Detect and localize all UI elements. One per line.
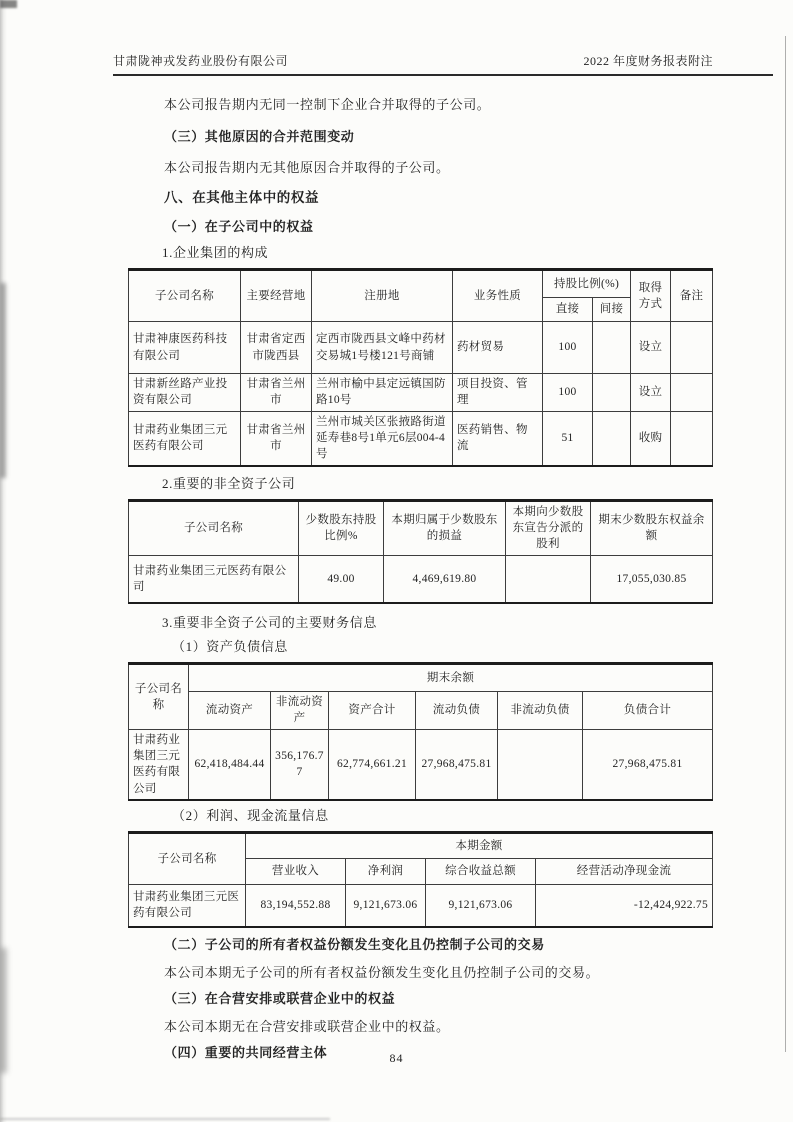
t1-cell-place: 甘肃省定西市陇西县 [241, 322, 312, 374]
t4-cell-comprehensive-income: 9,121,673.06 [426, 885, 536, 927]
t3-cell-noncurrent-liabilities [498, 729, 583, 800]
t4-cell-operating-cashflow: -12,424,922.75 [536, 885, 713, 927]
heading-joint-arrangement-interests: （三）在合营安排或联营企业中的权益 [164, 990, 396, 1006]
t3-cell-total-assets: 62,774,661.21 [329, 729, 416, 800]
t1-cell-note [671, 374, 713, 412]
t1-cell-name: 甘肃神康医药科技有限公司 [129, 322, 241, 374]
t1-cell-business: 医药销售、物流 [453, 411, 543, 465]
t3-header-closing-balance: 期末余额 [189, 664, 713, 692]
page-number: 84 [389, 1051, 404, 1065]
page-header [113, 52, 773, 76]
t1-cell-indirect [593, 322, 631, 374]
t1-cell-indirect [593, 374, 631, 412]
heading-interests-in-other-entities: 八、在其他主体中的权益 [164, 190, 320, 205]
heading-group-structure: 1.企业集团的构成 [162, 245, 269, 260]
t1-cell-business: 药材贸易 [453, 322, 543, 374]
t3-cell-total-liabilities: 27,968,475.81 [583, 729, 713, 800]
t1-cell-name: 甘肃药业集团三元医药有限公司 [129, 411, 241, 465]
t4-header-name: 子公司名称 [129, 833, 246, 885]
table-row [129, 885, 713, 927]
t2-header-name: 子公司名称 [129, 500, 299, 555]
header-company-name: 甘肃陇神戎发药业股份有限公司 [113, 54, 289, 68]
t3-header-noncurrent-liabilities: 非流动负债 [498, 692, 583, 730]
scan-corner-mark [0, 0, 17, 8]
t1-cell-indirect [593, 411, 631, 465]
t3-cell-noncurrent-assets: 356,176.77 [271, 729, 329, 800]
t3-header-name: 子公司名称 [129, 664, 189, 730]
page-content [128, 88, 712, 1062]
t3-cell-name: 甘肃药业集团三元医药有限公司 [129, 729, 189, 800]
t1-header-name: 子公司名称 [129, 270, 241, 322]
t1-header-direct: 直接 [543, 298, 593, 322]
t4-cell-revenue: 83,194,552.88 [246, 885, 346, 927]
t1-header-registered: 注册地 [312, 270, 453, 322]
t4-header-net-profit: 净利润 [346, 859, 426, 885]
t4-header-operating-cashflow: 经营活动净现金流 [536, 859, 713, 885]
balance-sheet-info-table [128, 662, 713, 801]
t4-header-comprehensive-income: 综合收益总额 [426, 859, 536, 885]
t2-header-declared-dividend: 本期向少数股东宣告分派的股利 [506, 500, 591, 555]
t1-cell-note [671, 322, 713, 374]
table-row [129, 374, 713, 412]
header-report-title: 2022 年度财务报表附注 [583, 54, 713, 68]
t4-header-revenue: 营业收入 [246, 859, 346, 885]
heading-interests-in-subsidiaries: （一）在子公司中的权益 [164, 219, 314, 234]
profit-cashflow-table [128, 831, 713, 928]
t1-cell-registered: 兰州市榆中县定远镇国防路10号 [312, 374, 453, 412]
t1-cell-acquisition: 设立 [631, 374, 671, 412]
t3-cell-current-assets: 62,418,484.44 [189, 729, 271, 800]
non-wholly-owned-subsidiary-table [128, 499, 713, 604]
t2-cell-name: 甘肃药业集团三元医药有限公司 [129, 555, 299, 603]
t3-header-current-assets: 流动资产 [189, 692, 271, 730]
para-no-other-reason: 本公司报告期内无其他原因合并取得的子公司。 [164, 160, 450, 175]
t1-cell-registered: 定西市陇西县文峰中药材交易城1号楼121号商铺 [312, 322, 453, 374]
table-row [129, 555, 713, 603]
scan-edge-bottom [0, 1118, 330, 1120]
t1-header-note: 备注 [671, 270, 713, 322]
t2-cell-declared-dividend [506, 555, 591, 603]
heading-balance-sheet-info: （1）资产负债信息 [172, 639, 288, 655]
table-row [129, 729, 713, 800]
t1-cell-direct: 100 [543, 374, 593, 412]
para-no-joint-arrangement: 本公司本期无在合营安排或联营企业中的权益。 [164, 1018, 450, 1034]
table-row [129, 411, 713, 465]
t4-cell-name: 甘肃药业集团三元医药有限公司 [129, 885, 246, 927]
t1-cell-registered: 兰州市城关区张掖路街道延寿巷8号1单元6层004-4号 [312, 411, 453, 465]
t3-header-noncurrent-assets: 非流动资产 [271, 692, 329, 730]
table-row [129, 322, 713, 374]
para-no-same-control: 本公司报告期内无同一控制下企业合并取得的子公司。 [164, 97, 491, 112]
subsidiary-structure-table [128, 268, 713, 467]
t1-header-acquisition: 取得方式 [631, 270, 671, 322]
t1-cell-acquisition: 收购 [631, 411, 671, 465]
t4-header-current-period: 本期金额 [246, 833, 713, 859]
scan-edge-right [785, 36, 786, 1052]
heading-key-financial-info: 3.重要非全资子公司的主要财务信息 [162, 615, 377, 631]
t1-cell-note [671, 411, 713, 465]
t2-header-minority-ratio: 少数股东持股比例% [299, 500, 384, 555]
t4-cell-net-profit: 9,121,673.06 [346, 885, 426, 927]
t1-header-business: 业务性质 [453, 270, 543, 322]
t2-cell-minority-equity: 17,055,030.85 [591, 555, 713, 603]
t3-header-total-assets: 资产合计 [329, 692, 416, 730]
t1-cell-direct: 51 [543, 411, 593, 465]
t1-cell-place: 甘肃省兰州市 [241, 374, 312, 412]
para-no-equity-share-change: 本公司本期无子公司的所有者权益份额发生变化且仍控制子公司的交易。 [164, 964, 600, 980]
heading-equity-share-change: （二）子公司的所有者权益份额发生变化且仍控制子公司的交易 [164, 936, 545, 952]
t2-header-minority-pl: 本期归属于少数股东的损益 [384, 500, 506, 555]
t1-header-shareholding: 持股比例(%) [543, 270, 631, 298]
t1-cell-business: 项目投资、管理 [453, 374, 543, 412]
t2-cell-minority-pl: 4,469,619.80 [384, 555, 506, 603]
t1-header-place: 主要经营地 [241, 270, 312, 322]
t3-header-current-liabilities: 流动负债 [416, 692, 498, 730]
t3-cell-current-liabilities: 27,968,475.81 [416, 729, 498, 800]
t1-cell-place: 甘肃省兰州市 [241, 411, 312, 465]
heading-important-joint-operations: （四）重要的共同经营主体 [164, 1044, 328, 1060]
heading-other-reason-change: （三）其他原因的合并范围变动 [164, 129, 355, 144]
t1-cell-name: 甘肃新丝路产业投资有限公司 [129, 374, 241, 412]
heading-profit-cashflow-info: （2）利润、现金流量信息 [172, 808, 329, 824]
t2-cell-minority-ratio: 49.00 [299, 555, 384, 603]
heading-important-non-wholly-owned: 2.重要的非全资子公司 [162, 475, 296, 491]
t3-header-total-liabilities: 负债合计 [583, 692, 713, 730]
t1-cell-direct: 100 [543, 322, 593, 374]
t1-header-indirect: 间接 [593, 298, 631, 322]
t2-header-minority-equity: 期末少数股东权益余额 [591, 500, 713, 555]
t1-cell-acquisition: 设立 [631, 322, 671, 374]
scan-smudge [0, 283, 6, 478]
